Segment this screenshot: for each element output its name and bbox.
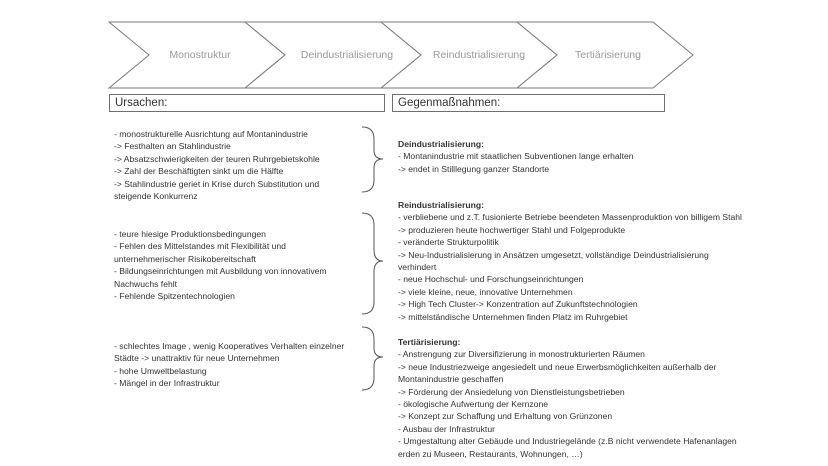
measure-title: Tertiärisierung: [398, 337, 461, 347]
measure-block-deindustrialisierung [398, 138, 634, 175]
cause-line: steigende Konkurrenz [114, 191, 198, 202]
measure-line: -> mittelständische Unternehmen finden Platz im Ruhrgebiet [398, 311, 628, 322]
cause-line: Städte -> unattraktiv für neue Unternehmen [114, 353, 280, 364]
cause-line: - Bildungseinrichtungen mit Ausbildung von innovativem [114, 266, 327, 277]
measure-line: - veränderte Strukturpolitik [398, 237, 499, 248]
measure-line: verhindert [398, 262, 437, 273]
measure-line: - Montanindustrie mit staatlichen Subventionen lange erhalten [398, 151, 634, 162]
cause-line: -> Zahl der Beschäftigten sinkt um die Hälfte [114, 166, 284, 177]
measure-line: - ökologische Aufwertung der Kernzone [398, 399, 549, 410]
cause-line: - Fehlende Spitzentechnologien [114, 291, 235, 302]
stage-label-reindustrialisierung: Reindustrialisierung [432, 49, 526, 61]
brace-3 [362, 327, 383, 390]
measure-line: -> Förderung der Ansiedelung von Dienstleistungsbetrieben [398, 386, 625, 397]
measure-line: -> neue Industriezweige angesiedelt und neue Erwerbsmöglichkeiten außerhalb der [398, 361, 717, 372]
measure-line: -> Konzept zur Schaffung und Erhaltung von Grünzonen [398, 411, 613, 422]
measure-line: -> viele kleine, neue, innovative Unternehmen [398, 286, 573, 297]
measure-line: Montanindustrie geschaffen [398, 374, 504, 385]
cause-line: -> Festhalten an Stahlindustrie [114, 141, 231, 152]
cause-block-2 [114, 228, 327, 302]
measure-line: -> Neu-Industrialisierung in Ansätzen umgesetzt, vollständige Deindustrialisierung [398, 249, 709, 260]
measure-title: Reindustrialisierung: [398, 200, 484, 210]
brace-2 [362, 213, 383, 314]
cause-line: -> Stahlindustrie geriet in Krise durch Substitution und [114, 178, 320, 189]
cause-line: - Mängel in der Infrastruktur [114, 378, 220, 389]
cause-line: - monostrukturelle Ausrichtung auf Montanindustrie [114, 129, 308, 139]
stage-label-deindustrialisierung: Deindustrialisierung [300, 49, 394, 61]
cause-line: - Fehlen des Mittelstandes mit Flexibilität und [114, 241, 286, 252]
measure-block-tertiaerisierung [398, 336, 737, 460]
brace-1 [362, 127, 383, 192]
cause-line: - schlechtes Image , wenig Kooperatives Verhalten einzelner [114, 341, 345, 351]
measure-line: - Ausbau der Infrastruktur [398, 423, 495, 434]
measure-title: Deindustrialisierung: [398, 139, 484, 149]
measure-line: -> endet in Stilllegung ganzer Standorte [398, 163, 550, 174]
measure-line: erden zu Museen, Restaurants, Wohnungen, …) [398, 448, 583, 459]
measure-line: - Anstrengung zur Diversifizierung in monostrukturierten Räumen [398, 349, 645, 360]
cause-line: - teure hiesige Produktionsbedingungen [114, 229, 266, 239]
measure-line: - neue Hochschul- und Forschungseinrichtungen [398, 274, 584, 285]
cause-line: - hohe Umweltbelastung [114, 365, 207, 376]
cause-line: Nachwuchs fehlt [114, 278, 178, 289]
measure-block-reindustrialisierung [398, 199, 742, 323]
measures-header: Gegenmaßnahmen: [392, 94, 665, 112]
measure-line: - verbliebene und z.T. fusionierte Betriebe beendeten Massenproduktion von billigem Stahl [398, 212, 742, 223]
cause-block-1 [114, 128, 320, 202]
cause-line: -> Absatzschwierigkeiten der teuren Ruhrgebietskohle [114, 153, 320, 164]
cause-line: unternehmerischer Risikobereitschaft [114, 253, 256, 264]
cause-block-3 [114, 340, 344, 390]
measure-line: - Umgestaltung alter Gebäude und Industriegelände (z.B nicht verwendete Hafenanlagen [398, 436, 737, 447]
stage-label-tertiaerisierung: Tertiärisierung [575, 49, 641, 61]
measure-line: -> produzieren heute hochwertiger Stahl und Folgeprodukte [398, 224, 626, 235]
measure-line: -> High Tech Cluster-> Konzentration auf Zukunftstechnologien [398, 299, 638, 310]
stage-label-monostruktur: Monostruktur [169, 49, 231, 61]
causes-header: Ursachen: [109, 94, 385, 112]
